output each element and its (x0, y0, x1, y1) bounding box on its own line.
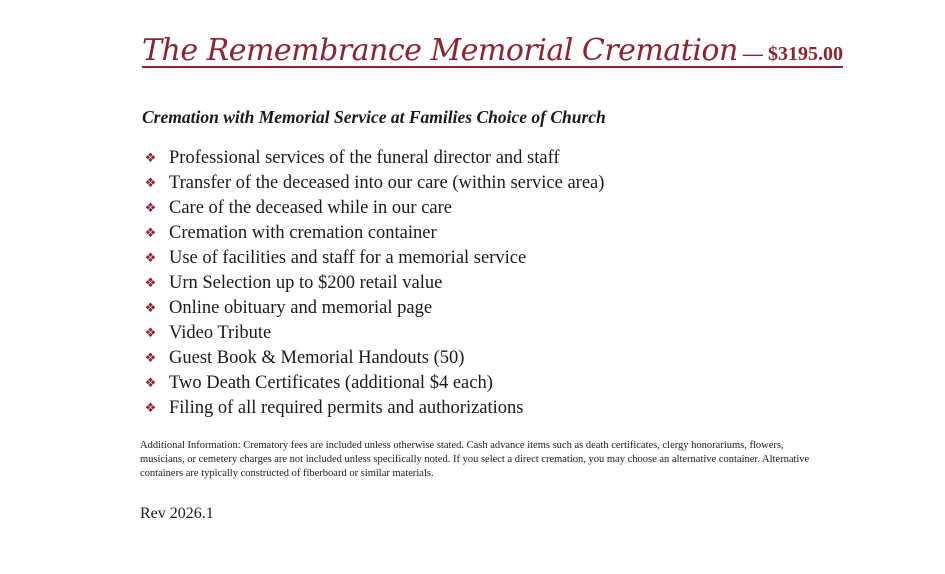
feature-text: Two Death Certificates (additional $4 each) (169, 373, 493, 393)
diamond-bullet-icon: ❖ (144, 326, 157, 341)
diamond-bullet-icon: ❖ (144, 201, 157, 216)
diamond-bullet-icon: ❖ (144, 251, 157, 266)
diamond-bullet-icon: ❖ (144, 376, 157, 391)
diamond-bullet-icon: ❖ (144, 276, 157, 291)
feature-text: Transfer of the deceased into our care (within service area) (169, 173, 605, 193)
feature-item (142, 271, 604, 296)
feature-text: Filing of all required permits and authorizations (169, 398, 524, 418)
diamond-bullet-icon: ❖ (144, 301, 157, 316)
feature-item (142, 146, 604, 171)
revision-label: Rev 2026.1 (140, 505, 214, 522)
package-subtitle: Cremation with Memorial Service at Families Choice of Church (142, 107, 606, 127)
diamond-bullet-icon: ❖ (144, 401, 157, 416)
feature-item (142, 371, 604, 396)
feature-text: Care of the deceased while in our care (169, 198, 453, 218)
package-price: $3195.00 (768, 43, 843, 65)
diamond-bullet-icon: ❖ (144, 176, 157, 191)
feature-text: Professional services of the funeral director and staff (169, 148, 560, 168)
feature-text: Guest Book & Memorial Handouts (50) (169, 348, 465, 368)
feature-text: Video Tribute (169, 323, 272, 343)
package-title: The Remembrance Memorial Cremation (142, 33, 738, 68)
feature-text: Use of facilities and staff for a memorial service (169, 248, 527, 268)
package-title-heading (142, 33, 843, 68)
feature-text: Online obituary and memorial page (169, 298, 433, 318)
diamond-bullet-icon: ❖ (144, 151, 157, 166)
feature-item (142, 296, 604, 321)
additional-information-note: Additional Information: Crematory fees are included unless otherwise stated. Cash advance items such as death certificates, clergy honorariums, flowers, musicians, or cemetery charges are not included unless specifically noted. If you select a direct cremation, you may choose an alternative container. Alternative containers are typically constructed of fiberboard or similar materials. (140, 440, 810, 479)
feature-item (142, 321, 604, 346)
feature-text: Urn Selection up to $200 retail value (169, 273, 443, 293)
diamond-bullet-icon: ❖ (144, 351, 157, 366)
feature-item (142, 346, 604, 371)
feature-item (142, 396, 604, 421)
feature-item (142, 196, 604, 221)
feature-item (142, 221, 604, 246)
diamond-bullet-icon: ❖ (144, 226, 157, 241)
title-dash: — (742, 43, 763, 65)
feature-item (142, 246, 604, 271)
features-list (142, 146, 604, 421)
feature-item (142, 171, 604, 196)
feature-text: Cremation with cremation container (169, 223, 437, 243)
